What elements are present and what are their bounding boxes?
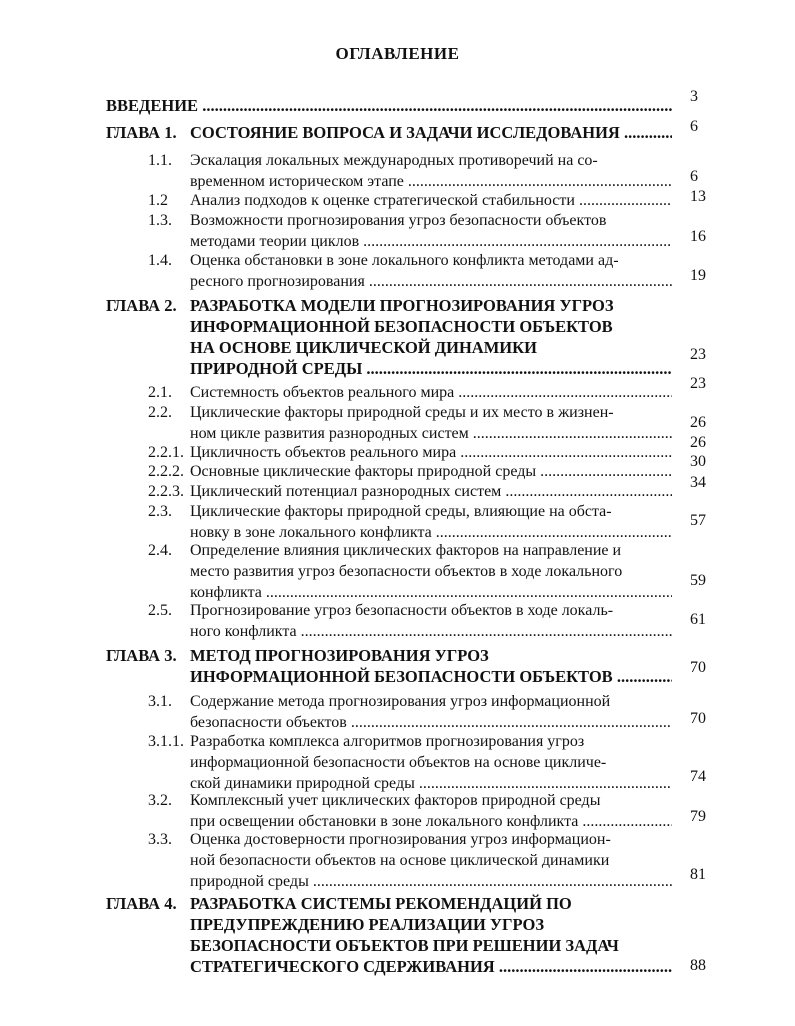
toc-entry-line: ПРИРОДНОЙ СРЕДЫ ..... (190, 358, 672, 379)
toc-entry-number: 1.2 (148, 192, 168, 209)
toc-entry-line: МЕТОД ПРОГНОЗИРОВАНИЯ УГРОЗ (190, 646, 489, 665)
toc-entry-page-number: 23 (690, 346, 706, 363)
toc-entry-line: Комплексный учет циклических факторов природной среды (190, 792, 601, 809)
toc-entry-page-number: 26 (690, 414, 706, 431)
toc-entry-line: методами теории циклов ..... (190, 231, 672, 252)
toc-entry-line: безопасности объектов ..... (190, 712, 672, 733)
toc-entry-line: Оценка достоверности прогнозирования угроз информацион- (190, 831, 611, 848)
toc-entry-line: ПРЕДУПРЕЖДЕНИЮ РЕАЛИЗАЦИИ УГРОЗ (190, 915, 545, 934)
toc-entry-line: СТРАТЕГИЧЕСКОГО СДЕРЖИВАНИЯ ..... (190, 956, 672, 977)
toc-entry-line: ИНФОРМАЦИОННОЙ БЕЗОПАСНОСТИ ОБЪЕКТОВ ..... (190, 666, 672, 687)
toc-entry-title (190, 893, 672, 977)
toc-entry-title (190, 461, 672, 482)
toc-entry-number: 1.4. (148, 252, 172, 269)
toc-entry-number: 3.3. (148, 831, 172, 848)
toc-entry-number: ГЛАВА 4. (106, 894, 177, 913)
toc-entry-line: НА ОСНОВЕ ЦИКЛИЧЕСКОЙ ДИНАМИКИ (190, 338, 537, 357)
toc-entry-line: ской динамики природной среды ..... (190, 773, 672, 794)
toc-entry-line: ного конфликта ..... (190, 621, 672, 642)
toc-entry-title (190, 190, 672, 211)
toc-entry-title (190, 645, 672, 687)
toc-entry-page-number: 3 (690, 88, 698, 105)
toc-entry-page-number: 30 (690, 453, 706, 470)
toc-entry-line: конфликта ..... (190, 582, 672, 603)
toc-entry-line: Определение влияния циклических факторов на направление и (190, 542, 622, 559)
toc-entry-page-number: 6 (690, 118, 698, 135)
toc-entry-title (190, 402, 672, 444)
toc-entry-page-number: 34 (690, 474, 706, 491)
toc-entry-line: РАЗРАБОТКА МОДЕЛИ ПРОГНОЗИРОВАНИЯ УГРОЗ (190, 296, 614, 315)
toc-entry-line: Основные циклические факторы природной среды ..... (190, 461, 672, 482)
toc-entry-line: РАЗРАБОТКА СИСТЕМЫ РЕКОМЕНДАЦИЙ ПО (190, 894, 572, 913)
toc-entry-title (190, 540, 672, 603)
toc-entry-line: Возможности прогнозирования угроз безопасности объектов (190, 212, 607, 229)
toc-entry-line: Системность объектов реального мира ..... (190, 382, 672, 403)
toc-entry-title (190, 122, 672, 143)
toc-entry-page-number: 19 (690, 267, 706, 284)
toc-entry-line: Циклические факторы природной среды, влияющие на обста- (190, 503, 612, 520)
toc-entry-page-number: 23 (690, 375, 706, 392)
toc-entry-page-number: 81 (690, 866, 706, 883)
toc-entry-title (190, 600, 672, 642)
toc-entry-number: 1.1. (148, 152, 172, 169)
toc-entry-title (190, 150, 672, 192)
toc-entry-line: Разработка комплекса алгоритмов прогнозирования угроз (190, 733, 585, 750)
toc-entry-title (190, 501, 672, 543)
toc-entry-line: Оценка обстановки в зоне локального конфликта методами ад- (190, 252, 619, 269)
toc-entry-title (190, 691, 672, 733)
toc-entry-number: 2.1. (148, 384, 172, 401)
toc-entry-line: ИНФОРМАЦИОННОЙ БЕЗОПАСНОСТИ ОБЪЕКТОВ (190, 317, 613, 336)
toc-entry-line: Цикличность объектов реального мира ..... (190, 442, 672, 463)
toc-entry-line: БЕЗОПАСНОСТИ ОБЪЕКТОВ ПРИ РЕШЕНИИ ЗАДАЧ (190, 936, 619, 955)
toc-entry-line: СОСТОЯНИЕ ВОПРОСА И ЗАДАЧИ ИССЛЕДОВАНИЯ ..... (190, 122, 672, 143)
toc-entry-line: природной среды ..... (190, 871, 672, 892)
toc-entry-page-number: 6 (690, 168, 698, 185)
toc-entry-line: место развития угроз безопасности объектов в ходе локального (190, 563, 623, 580)
toc-entry-page-number: 74 (690, 768, 706, 785)
toc-entry-line: Прогнозирование угроз безопасности объектов в ходе локаль- (190, 602, 614, 619)
toc-entry-number: 2.2.1. (148, 444, 184, 461)
toc-entry-number: 3.1. (148, 693, 172, 710)
page-title: ОГЛАВЛЕНИЕ (335, 44, 460, 63)
toc-entry-line: ВВЕДЕНИЕ ..... (106, 95, 672, 116)
toc-entry-title (190, 481, 672, 502)
toc-entry-title (190, 210, 672, 252)
toc-entry-title (106, 95, 672, 116)
toc-entry-title (190, 295, 672, 379)
toc-entry-line: Эскалация локальных международных противоречий на со- (190, 152, 598, 169)
toc-entry-number: 3.1.1. (148, 733, 184, 750)
toc-entry-number: 3.2. (148, 792, 172, 809)
toc-entry-page-number: 57 (690, 512, 706, 529)
toc-entry-number: ГЛАВА 1. (106, 123, 177, 142)
toc-entry-page-number: 16 (690, 228, 706, 245)
toc-entry-title (190, 829, 672, 892)
toc-entry-page-number: 59 (690, 572, 706, 589)
toc-entry-number: 2.2.2. (148, 463, 184, 480)
toc-entry-number: ГЛАВА 2. (106, 296, 177, 315)
toc-entry-number: 2.5. (148, 602, 172, 619)
toc-entry-title (190, 731, 672, 794)
toc-entry-line: ной безопасности объектов на основе циклической динамики (190, 852, 610, 869)
toc-entry-title (190, 442, 672, 463)
toc-entry-page-number: 70 (690, 659, 706, 676)
toc-entry-line: временном историческом этапе ..... (190, 171, 672, 192)
toc-entry-number: ГЛАВА 3. (106, 646, 177, 665)
toc-entry-title (190, 382, 672, 403)
toc-entry-line: при освещении обстановки в зоне локального конфликта ..... (190, 811, 672, 832)
toc-entry-page-number: 61 (690, 611, 706, 628)
toc-entry-number: 2.4. (148, 542, 172, 559)
toc-entry-page-number: 26 (690, 434, 706, 451)
toc-entry-title (190, 250, 672, 292)
toc-entry-line: ном цикле развития разнородных систем ..... (190, 423, 672, 444)
toc-entry-title (190, 790, 672, 832)
toc-entry-page-number: 88 (690, 957, 706, 974)
toc-entry-line: информационной безопасности объектов на основе цикличе- (190, 754, 607, 771)
toc-entry-line: новку в зоне локального конфликта ..... (190, 522, 672, 543)
toc-entry-number: 2.3. (148, 503, 172, 520)
toc-entry-page-number: 79 (690, 808, 706, 825)
toc-entry-line: Циклические факторы природной среды и их место в жизнен- (190, 404, 614, 421)
toc-entry-number: 2.2.3. (148, 483, 184, 500)
toc-entry-page-number: 70 (690, 710, 706, 727)
toc-entry-line: ресного прогнозирования ..... (190, 271, 672, 292)
toc-entry-line: Анализ подходов к оценке стратегической стабильности ..... (190, 190, 672, 211)
toc-entry-line: Содержание метода прогнозирования угроз информационной (190, 693, 611, 710)
toc-entry-page-number: 13 (690, 188, 706, 205)
toc-entry-number: 1.3. (148, 212, 172, 229)
toc-entry-line: Циклический потенциал разнородных систем ..... (190, 481, 672, 502)
toc-entry-number: 2.2. (148, 404, 172, 421)
